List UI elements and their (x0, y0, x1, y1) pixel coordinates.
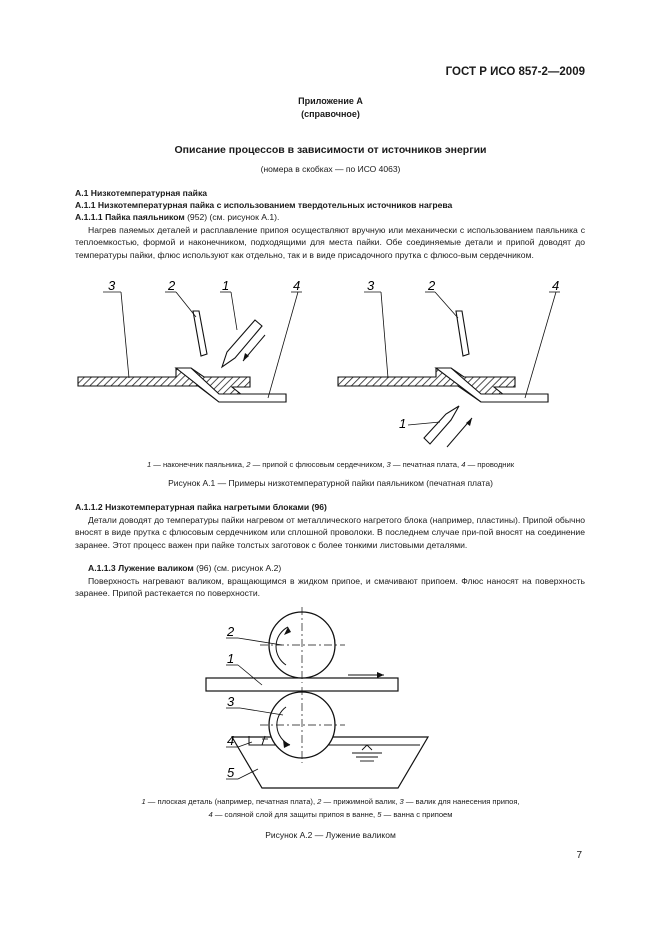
legend-num: 2 (246, 460, 251, 469)
fig2-label-5: 5 (227, 765, 235, 780)
legend-num: 1 (146, 460, 152, 469)
section-a111-text: Нагрев паяемых деталей и расплавление припоя осуществляют вручную или механически с использованием паяльника с теплоемкостью, формой и наконечником, подходящими для места пайки. Обе соединяемые детали и припой доводят до температуры пайки, флюс используют как отдельно, так и в виде присадочного прутка с флюсо-вым сердечником. (75, 225, 585, 260)
figure-a2-legend-line2 (0, 810, 661, 819)
legend-text: — ванна с припоем (381, 810, 453, 819)
legend-num: 1 (141, 797, 146, 806)
legend-text: — печатная плата, (390, 460, 462, 469)
legend-text: — припой с флюсовым сердечником, (250, 460, 387, 469)
fig2-label-3: 3 (227, 694, 235, 709)
legend-text: — проводник (465, 460, 515, 469)
legend-num: 3 (399, 797, 404, 806)
appendix-title: Приложение А (298, 96, 363, 106)
fig2-label-2: 2 (227, 624, 235, 639)
fig1-right-label-1: 1 (399, 416, 407, 431)
section-a112-heading: А.1.1.2 Низкотемпературная пайка нагретыми блоками (96) (75, 502, 327, 512)
fig2-label-4: 4 (227, 733, 235, 748)
section-a111-heading: А.1.1.1 Пайка паяльником (75, 212, 185, 222)
fig2-label-1: 1 (227, 651, 235, 666)
figure-a2-drawing (0, 605, 661, 795)
section-a111-ref: (952) (см. рисунок А.1). (184, 212, 280, 222)
iron-tip-right (424, 406, 459, 444)
iron-tip-left (222, 320, 262, 367)
legend-text: — плоская деталь (например, печатная плата), (145, 797, 318, 806)
figure-a2-caption: Рисунок А.2 — Лужение валиком (265, 830, 396, 840)
main-note: (номера в скобках — по ИСО 4063) (260, 164, 401, 174)
fig1-left-label-4: 4 (293, 278, 301, 293)
figure-a1-legend (0, 460, 661, 469)
section-a113-line (75, 563, 281, 573)
section-a1-heading: А.1 Низкотемпературная пайка (75, 188, 208, 198)
fig1-right-label-2: 2 (428, 278, 436, 293)
legend-text: — наконечник паяльника, (151, 460, 247, 469)
figure-a2-legend-line1 (0, 797, 661, 806)
legend-text: — прижимной валик, (321, 797, 400, 806)
legend-num: 4 (461, 460, 466, 469)
fig1-left-label-3: 3 (108, 278, 116, 293)
page-number: 7 (576, 850, 582, 861)
figure-a1-drawing (0, 270, 661, 450)
figure-a1-caption: Рисунок А.1 — Примеры низкотемпературной пайки паяльником (печатная плата) (168, 478, 493, 488)
figure-a1-right (338, 278, 560, 447)
section-a113-text: Поверхность нагревают валиком, вращающимся в жидком припое, и смачивают припоем. Флюс наносят на поверхность заранее. Припой растекается по поверхности. (75, 576, 585, 599)
fig1-right-label-3: 3 (367, 278, 375, 293)
section-a112-text: Детали доводят до температуры пайки нагревом от металлического нагретого блока (например, пластины). Припой обычно вносят в виде прутка с флюсовым сердечником или сплошной проволоки. В последнем случае при-пой вносят на соединение заранее. Этот процесс важен при пайке толстых заготовок с более тонкими листовыми деталями. (75, 515, 585, 550)
main-title: Описание процессов в зависимости от источников энергии (174, 144, 487, 156)
legend-num: 4 (208, 810, 213, 819)
fig1-left-label-2: 2 (168, 278, 176, 293)
document-code: ГОСТ Р ИСО 857-2—2009 (445, 66, 585, 78)
appendix-subtitle: (справочное) (301, 109, 360, 119)
section-a113-ref: (96) (см. рисунок А.2) (193, 563, 282, 573)
section-a11-heading: А.1.1 Низкотемпературная пайка с использованием твердотельных источников нагрева (75, 200, 453, 210)
legend-num: 5 (377, 810, 382, 819)
legend-num: 3 (386, 460, 391, 469)
legend-text: — валик для нанесения припоя, (403, 797, 520, 806)
fig1-right-label-4: 4 (552, 278, 560, 293)
section-a113-heading: А.1.1.3 Лужение валиком (88, 563, 194, 573)
solder-wire-left (193, 311, 207, 356)
fig1-left-label-1: 1 (222, 278, 230, 293)
section-a111-line (75, 212, 279, 222)
legend-num: 2 (317, 797, 322, 806)
figure-a1-left (78, 278, 302, 402)
legend-text: — соляной слой для защиты припоя в ванне, (212, 810, 378, 819)
